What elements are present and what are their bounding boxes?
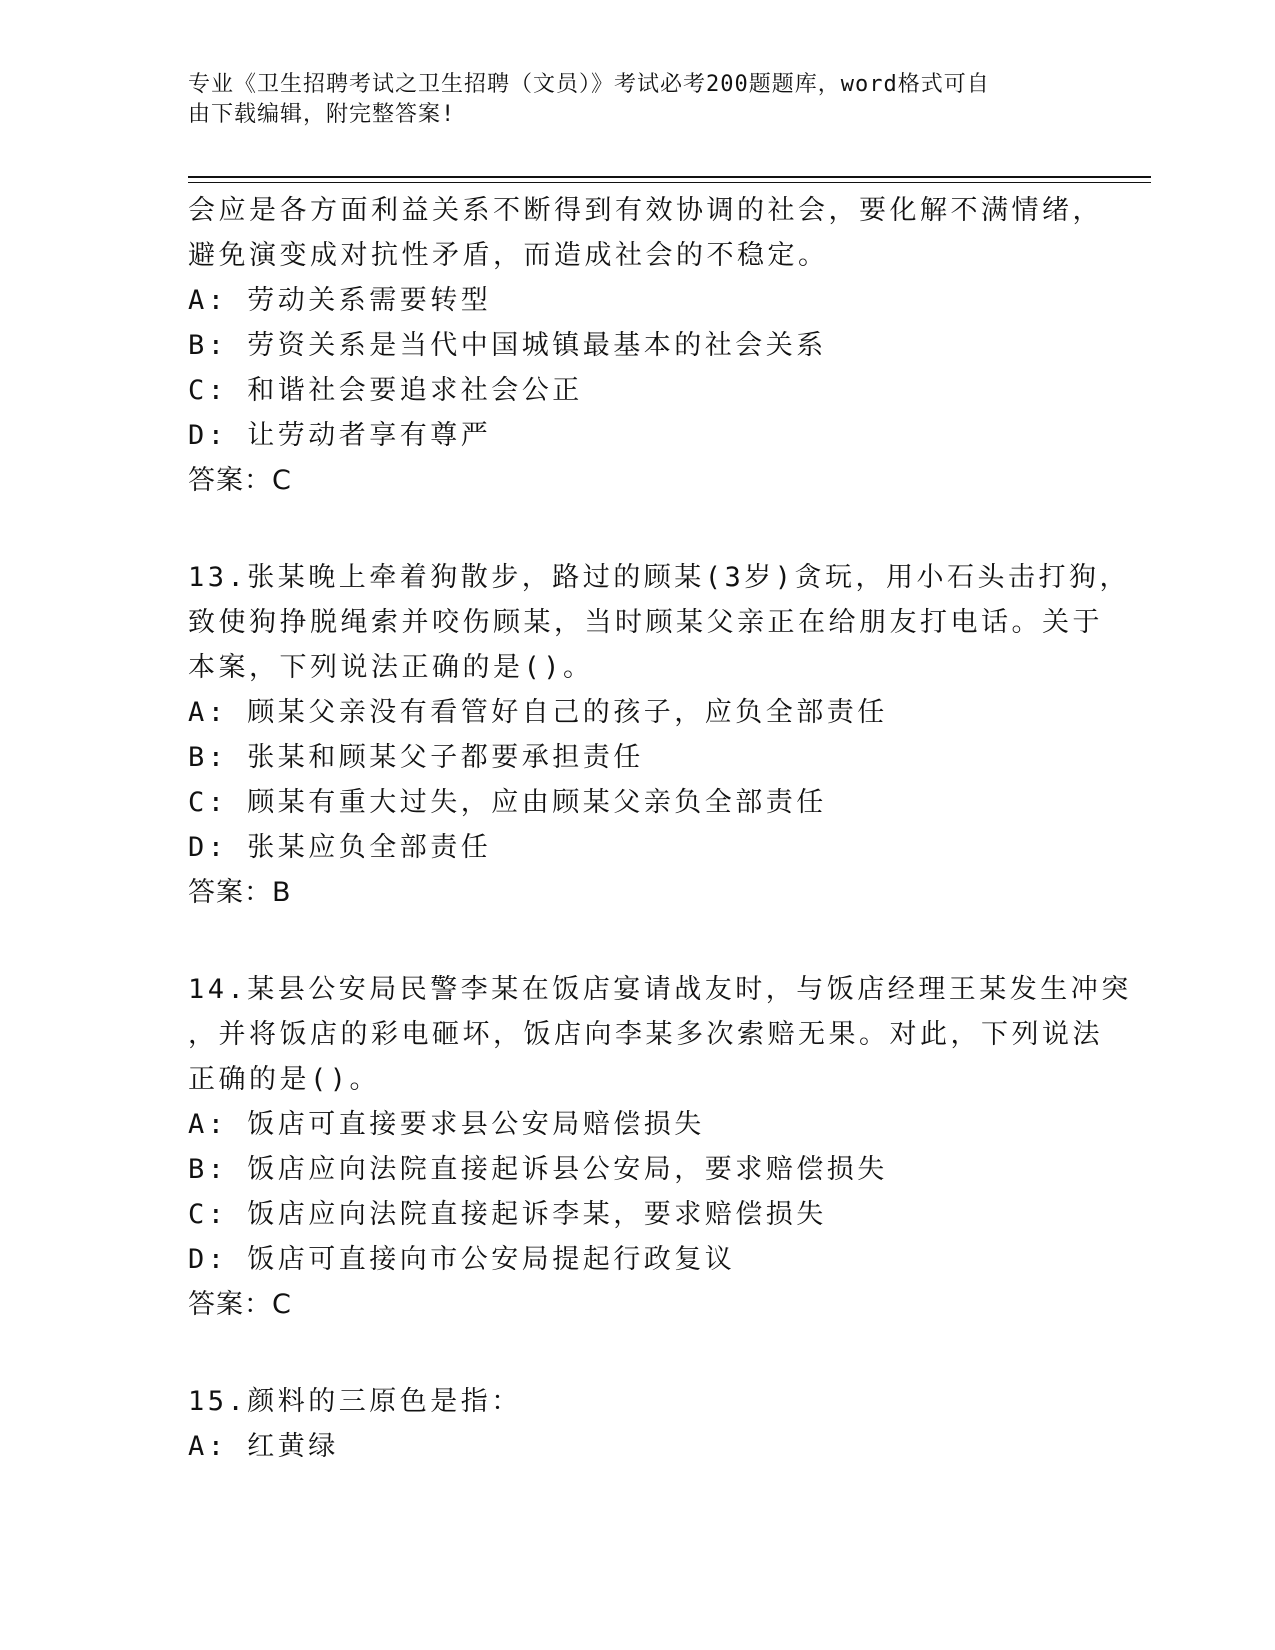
question-14-stem-line-2: ，并将饭店的彩电砸坏，饭店向李某多次索赔无果。对此，下列说法 [188, 1019, 1103, 1050]
question-13-option-d: D: 张某应负全部责任 [188, 832, 492, 863]
question-13-answer: 答案：B [188, 877, 292, 908]
question-12 [188, 188, 1103, 503]
question-13-option-c: C: 顾某有重大过失，应由顾某父亲负全部责任 [188, 787, 827, 818]
question-12-stem-line-2: 避免演变成对抗性矛盾，而造成社会的不稳定。 [188, 240, 829, 271]
question-list [188, 188, 1132, 1469]
question-14-option-b: B: 饭店应向法院直接起诉县公安局，要求赔偿损失 [188, 1154, 888, 1185]
question-13-stem-line-2: 致使狗挣脱绳索并咬伤顾某，当时顾某父亲正在给朋友打电话。关于 [188, 607, 1103, 638]
question-12-option-b: B: 劳资关系是当代中国城镇最基本的社会关系 [188, 330, 827, 361]
question-12-answer: 答案：C [188, 465, 292, 496]
header-divider-thin [188, 182, 1151, 183]
question-15-option-a: A: 红黄绿 [188, 1431, 339, 1462]
question-15-stem-line-1: 15.颜料的三原色是指： [188, 1386, 522, 1417]
question-13-stem-line-3: 本案，下列说法正确的是()。 [188, 652, 594, 683]
question-13 [188, 555, 1131, 915]
question-14-answer: 答案：C [188, 1289, 292, 1320]
header-divider-thick [188, 176, 1151, 178]
question-13-option-a: A: 顾某父亲没有看管好自己的孩子，应负全部责任 [188, 697, 888, 728]
question-15 [188, 1379, 1088, 1469]
header-line-1: 专业《卫生招聘考试之卫生招聘（文员）》考试必考200题题库，word格式可自 [188, 72, 990, 97]
question-13-option-b: B: 张某和顾某父子都要承担责任 [188, 742, 644, 773]
header-line-2: 由下载编辑，附完整答案! [188, 102, 456, 127]
question-12-option-d: D: 让劳动者享有尊严 [188, 420, 492, 451]
question-12-stem-line-1: 会应是各方面利益关系不断得到有效协调的社会，要化解不满情绪， [188, 195, 1103, 226]
question-14-option-c: C: 饭店应向法院直接起诉李某，要求赔偿损失 [188, 1199, 827, 1230]
question-12-option-c: C: 和谐社会要追求社会公正 [188, 375, 583, 406]
question-13-stem-line-1: 13.张某晚上牵着狗散步，路过的顾某(3岁)贪玩，用小石头击打狗， [188, 562, 1131, 593]
question-14-stem-line-3: 正确的是()。 [188, 1064, 381, 1095]
question-12-option-a: A: 劳动关系需要转型 [188, 285, 492, 316]
question-14-stem-line-1: 14.某县公安局民警李某在饭店宴请战友时，与饭店经理王某发生冲突 [188, 974, 1132, 1005]
document-header [188, 70, 1068, 130]
question-14 [188, 967, 1132, 1327]
question-14-option-a: A: 饭店可直接要求县公安局赔偿损失 [188, 1109, 705, 1140]
question-14-option-d: D: 饭店可直接向市公安局提起行政复议 [188, 1244, 736, 1275]
